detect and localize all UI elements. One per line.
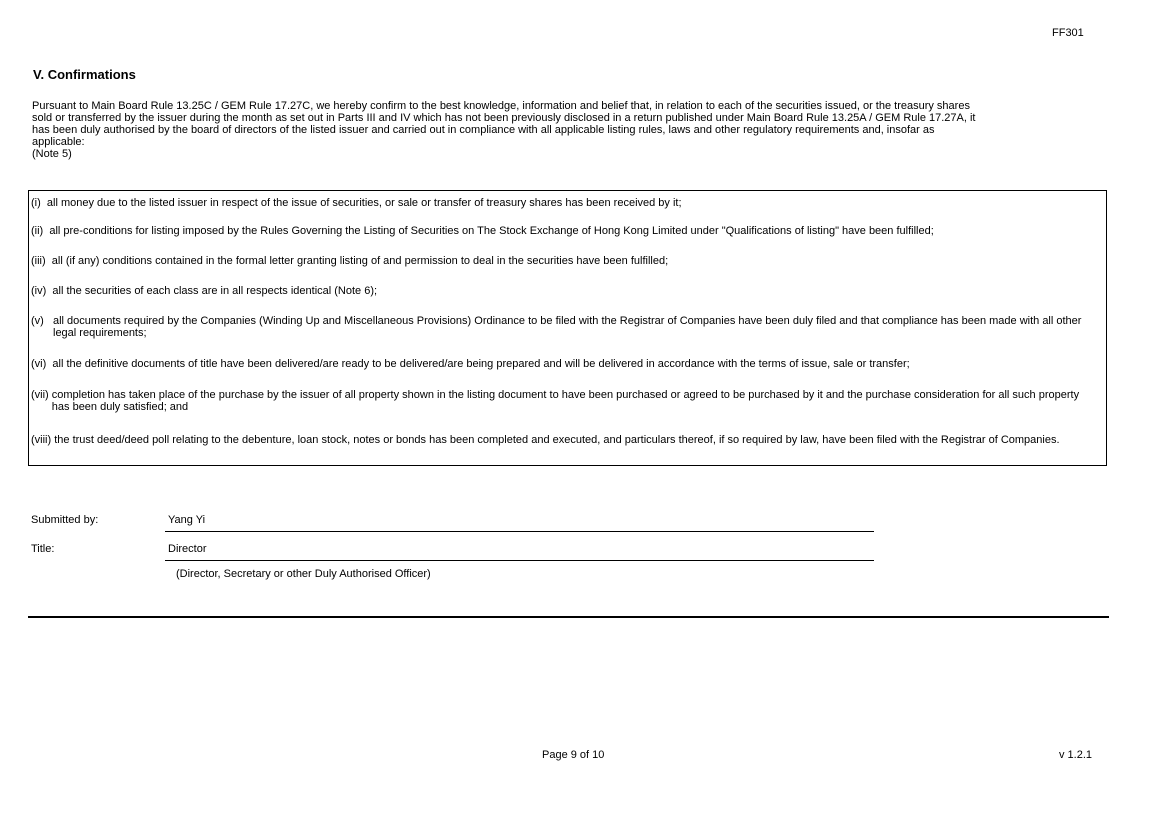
submitted-by-row <box>31 512 911 532</box>
confirmation-number: (vii) <box>31 389 52 401</box>
confirmation-item <box>31 255 1099 267</box>
intro-line: has been duly authorised by the board of directors of the listed issuer and carried out in compliance with all applicable listing rules, laws and other regulatory requirements and, insofar as <box>32 124 935 136</box>
title-value: Director <box>168 543 207 555</box>
confirmation-number: (ii) <box>31 225 50 237</box>
confirmation-text: all money due to the listed issuer in respect of the issue of securities, or sale or transfer of treasury shares has been received by it; <box>46 197 682 209</box>
confirmation-text: all pre-conditions for listing imposed by the Rules Governing the Listing of Securities on The Stock Exchange of Hong Kong Limited under "Qualifications of listing" have been fulfilled; <box>49 225 934 237</box>
confirmation-number: (iv) <box>31 285 53 297</box>
confirmation-text: all documents required by the Companies (Winding Up and Miscellaneous Provisions) Ordinance to be filed with the Registrar of Companies have been duly filed and that compliance has been made with all other legal requirements; <box>53 315 1082 339</box>
confirmation-item <box>31 197 1099 209</box>
submitted-by-label: Submitted by: <box>31 514 99 526</box>
confirmation-text: all the securities of each class are in all respects identical (Note 6); <box>52 285 378 297</box>
confirmation-number: (viii) <box>31 434 55 446</box>
submitted-by-underline <box>165 531 874 532</box>
confirmation-item <box>31 358 1099 370</box>
title-underline <box>165 560 874 561</box>
confirmation-item <box>31 389 1099 413</box>
confirmation-text: completion has taken place of the purchase by the issuer of all property shown in the listing document to have been purchased or agreed to be purchased by it and the purchase consideration for all such property has been duly satisfied; and <box>51 389 1080 413</box>
form-code: FF301 <box>1052 27 1084 39</box>
confirmation-text: all the definitive documents of title have been delivered/are ready to be delivered/are being prepared and will be delivered in accordance with the terms of issue, sale or transfer; <box>52 358 910 370</box>
intro-line: Pursuant to Main Board Rule 13.25C / GEM Rule 17.27C, we hereby confirm to the best knowledge, information and belief that, in relation to each of the securities issued, or the treasury shares <box>32 100 970 112</box>
confirmation-item <box>31 225 1099 237</box>
intro-line: sold or transferred by the issuer during the month as set out in Parts III and IV which has not been previously disclosed in a return published under Main Board Rule 13.25A / GEM Rule 17.27A, it <box>32 112 976 124</box>
intro-line: applicable: <box>32 136 85 148</box>
version-label: v 1.2.1 <box>1059 749 1093 761</box>
confirmation-item <box>31 315 1099 339</box>
confirmation-text: all (if any) conditions contained in the formal letter granting listing of and permission to deal in the securities have been fulfilled; <box>51 255 669 267</box>
confirmation-number: (v) <box>31 315 53 327</box>
signature-section <box>31 512 911 592</box>
title-label: Title: <box>31 543 55 555</box>
intro-paragraph <box>32 100 1102 160</box>
intro-note: (Note 5) <box>32 148 72 160</box>
officer-note: (Director, Secretary or other Duly Authorised Officer) <box>176 568 431 580</box>
confirmation-number: (i) <box>31 197 47 209</box>
title-row <box>31 541 911 561</box>
section-title: V. Confirmations <box>33 67 136 82</box>
confirmation-item <box>31 434 1099 446</box>
confirmations-box <box>28 190 1107 466</box>
confirmation-text: the trust deed/deed poll relating to the debenture, loan stock, notes or bonds has been completed and executed, and particulars thereof, if so required by law, have been filed with the Registrar of Companies. <box>54 434 1060 446</box>
confirmation-item <box>31 285 1099 297</box>
page-number: Page 9 of 10 <box>542 749 605 761</box>
submitted-by-value: Yang Yi <box>168 514 206 526</box>
confirmation-number: (vi) <box>31 358 53 370</box>
section-divider <box>28 616 1109 618</box>
confirmation-number: (iii) <box>31 255 52 267</box>
